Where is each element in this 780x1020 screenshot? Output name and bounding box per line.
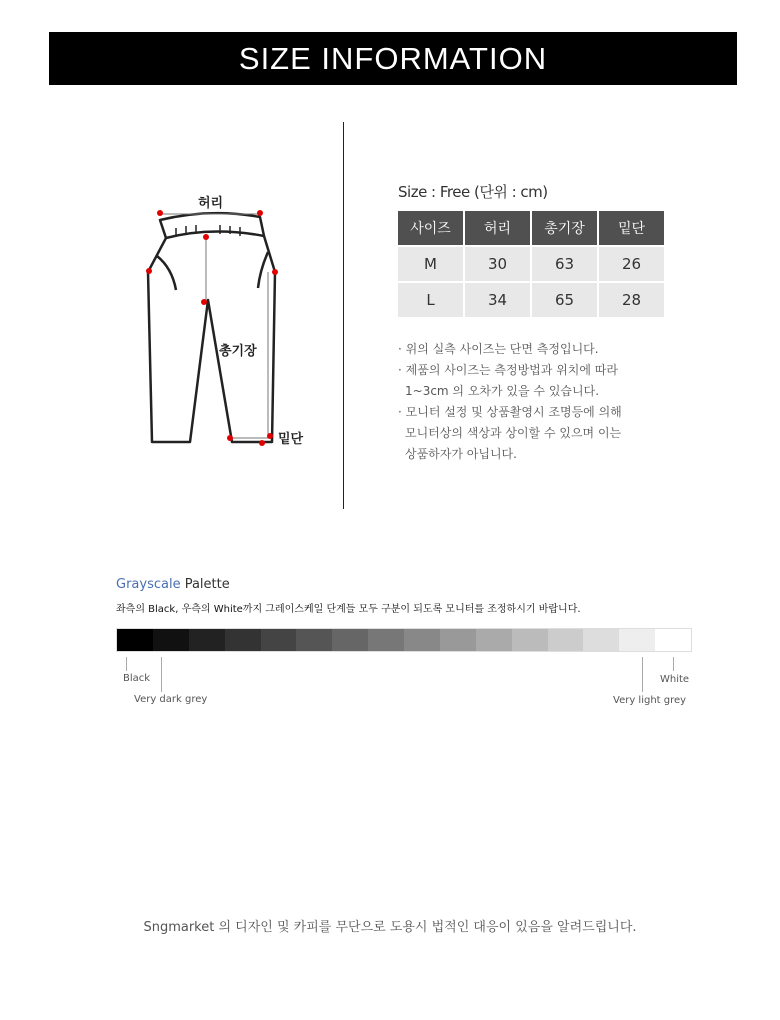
pants-outline-icon <box>120 180 340 460</box>
length-label: 총기장 <box>219 344 257 359</box>
header-cell: 사이즈 <box>398 211 463 245</box>
palette-description: 좌측의 Black, 우측의 White까지 그레이스케일 단계들 모두 구분이 되도록 모니터를 조정하시기 바랍니다. <box>116 604 581 615</box>
palette-title-colored: Grayscale <box>116 577 181 592</box>
gray-swatch <box>332 629 368 651</box>
gray-swatch <box>548 629 584 651</box>
table-cell: M <box>398 247 463 281</box>
gray-swatch <box>296 629 332 651</box>
table-cell: L <box>398 283 463 317</box>
black-label: Black <box>123 673 151 684</box>
table-cell: 65 <box>532 283 597 317</box>
gray-swatch <box>261 629 297 651</box>
hem-label: 밑단 <box>278 432 304 447</box>
palette-title-plain: Palette <box>180 577 230 592</box>
title-banner <box>49 32 737 85</box>
table-cell: 63 <box>532 247 597 281</box>
note-line: · 모니터 설정 및 상품촬영시 조명등에 의해 <box>398 405 622 419</box>
white-tick <box>673 657 674 671</box>
note-line: 1~3cm 의 오차가 있을 수 있습니다. <box>405 384 600 398</box>
gray-swatch <box>619 629 655 651</box>
size-table-header <box>398 211 664 245</box>
size-title: Size : Free (단위 : cm) <box>398 183 548 201</box>
black-tick <box>126 657 127 671</box>
gray-swatch <box>476 629 512 651</box>
page-title: SIZE INFORMATION <box>238 40 548 76</box>
very-dark-tick <box>161 657 162 692</box>
gray-swatch <box>440 629 476 651</box>
note-line: 모니터상의 색상과 상이할 수 있으며 이는 <box>405 426 622 440</box>
table-row <box>398 283 664 317</box>
gray-swatch <box>512 629 548 651</box>
size-notes <box>398 339 698 465</box>
header-cell: 밑단 <box>599 211 664 245</box>
copyright-footer: Sngmarket 의 디자인 및 카피를 무단으로 도용시 법적인 대응이 있음을 알려드립니다. <box>143 920 637 935</box>
gray-swatch <box>153 629 189 651</box>
header-cell: 총기장 <box>532 211 597 245</box>
table-row <box>398 247 664 281</box>
gray-swatch <box>583 629 619 651</box>
very-light-tick <box>642 657 643 692</box>
gray-swatch <box>404 629 440 651</box>
gray-swatch <box>189 629 225 651</box>
waist-label: 허리 <box>198 196 224 211</box>
note-line: · 위의 실측 사이즈는 단면 측정입니다. <box>398 342 599 356</box>
gray-swatch <box>225 629 261 651</box>
table-cell: 30 <box>465 247 530 281</box>
table-cell: 34 <box>465 283 530 317</box>
table-cell: 28 <box>599 283 664 317</box>
note-line: · 제품의 사이즈는 측정방법과 위치에 따라 <box>398 363 618 377</box>
grayscale-strip <box>116 628 692 652</box>
header-cell: 허리 <box>465 211 530 245</box>
very-light-label: Very light grey <box>613 695 687 706</box>
vertical-divider <box>343 122 344 509</box>
size-table <box>396 209 666 319</box>
gray-swatch <box>655 629 691 651</box>
note-line: 상품하자가 아닙니다. <box>405 447 517 461</box>
gray-swatch <box>117 629 153 651</box>
pants-diagram <box>120 180 340 460</box>
very-dark-label: Very dark grey <box>134 694 208 705</box>
gray-swatch <box>368 629 404 651</box>
table-cell: 26 <box>599 247 664 281</box>
white-label: White <box>660 674 690 685</box>
palette-title <box>116 577 230 592</box>
